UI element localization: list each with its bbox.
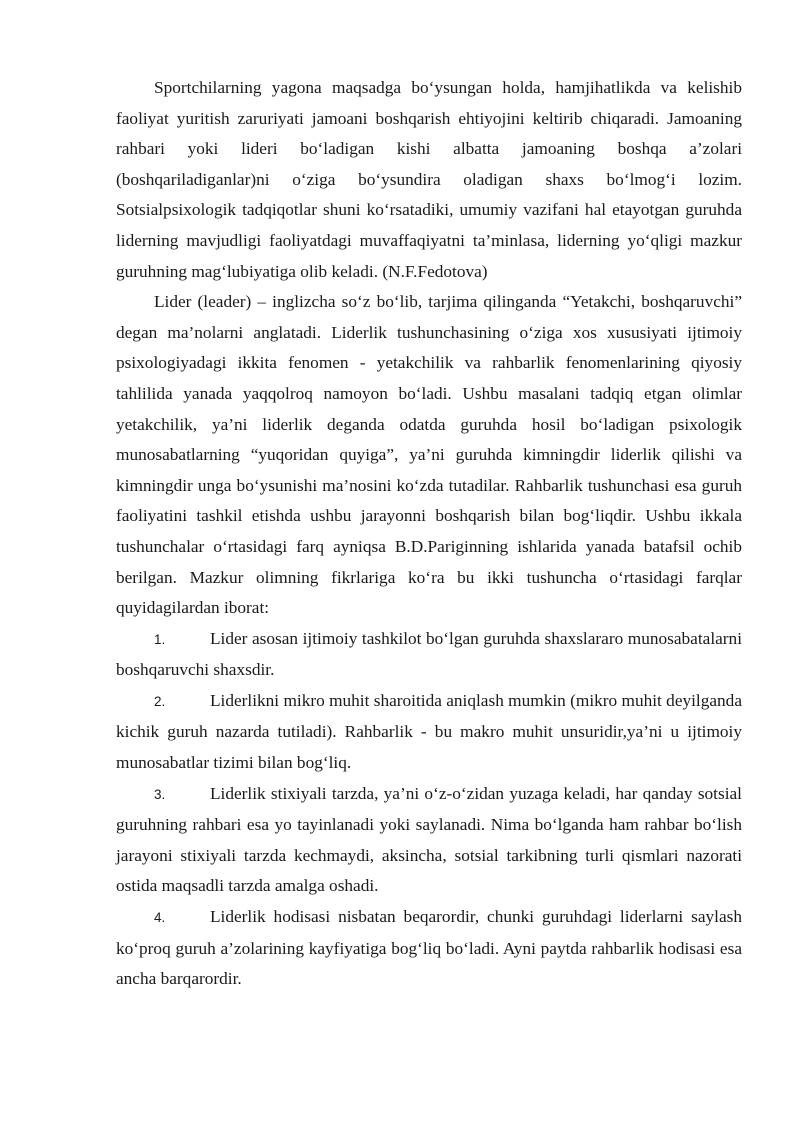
- list-item: [116, 686, 742, 779]
- document-page: [116, 73, 742, 995]
- list-item-number: 4.: [154, 910, 166, 926]
- list-item-text: Lider asosan ijtimoiy tashkilot bo‘lgan guruhda shaxslararo munosabatalarni boshqaruvchi shaxsdir.: [116, 628, 742, 680]
- list-item-number: 1.: [154, 631, 166, 647]
- list-item-text: Liderlikni mikro muhit sharoitida aniqlash mumkin (mikro muhit deyilganda kichik guruh nazarda tutiladi). Rahbarlik - bu makro muhit unsuridir,ya’ni u ijtimoiy munosabatlar tizimi bilan bog‘liq.: [116, 690, 742, 773]
- list-item: [116, 902, 742, 995]
- list-item-number: 3.: [154, 786, 166, 802]
- paragraph-intro: Sportchilarning yagona maqsadga bo‘ysungan holda, hamjihatlikda va kelishib faoliyat yuritish zaruriyati jamoani boshqarish ehtiyojini keltirib chiqaradi. Jamoaning rahbari yoki lideri bo‘ladigan kishi albatta jamoaning boshqa a’zolari (boshqariladiganlar)ni o‘ziga bo‘ysundira oladigan shaxs bo‘lmog‘i lozim. Sotsialpsixologik tadqiqotlar shuni ko‘rsatadiki, umumiy vazifani hal etayotgan guruhda liderning mavjudligi faoliyatdagi muvaffaqiyatni ta’minlasa, liderning yo‘qligi mazkur guruhning mag‘lubiyatiga olib keladi. (N.F.Fedotova): [116, 78, 742, 281]
- list-item-number: 2.: [154, 693, 166, 709]
- list-item-text: Liderlik hodisasi nisbatan beqarordir, chunki guruhdagi liderlarni saylash ko‘proq guruh a’zolarining kayfiyatiga bog‘liq bo‘ladi. Ayni paytda rahbarlik hodisasi esa ancha barqarordir.: [116, 907, 742, 989]
- paragraph-leader-definition: Lider (leader) – inglizcha so‘z bo‘lib, tarjima qilinganda “Yetakchi, boshqaruvchi” degan ma’nolarni anglatadi. Liderlik tushunchasining o‘ziga xos xususiyati ijtimoiy psixologiyadagi ikkita fenomen - yetakchilik va rahbarlik fenomenlarining qiyosiy tahlilida yanada yaqqolroq namoyon bo‘ladi. Ushbu masalani tadqiq etgan olimlar yetakchilik, ya’ni liderlik deganda odatda guruhda hosil bo‘ladigan psixologik munosabatlarning “yuqoridan quyiga”, ya’ni guruhda kimningdir liderlik qilishi va kimningdir unga bo‘ysunishi ma’nosini ko‘zda tutadilar. Rahbarlik tushunchasi esa guruh faoliyatini tashkil etishda ushbu jarayonni boshqarish bilan bog‘liqdir. Ushbu ikkala tushunchalar o‘rtasidagi farq ayniqsa B.D.Pariginning ishlarida yanada batafsil ochib berilgan. Mazkur olimning fikrlariga ko‘ra bu ikki tushuncha o‘rtasidagi farqlar quyidagilardan iborat:: [116, 292, 742, 618]
- list-item-text: Liderlik stixiyali tarzda, ya’ni o‘z-o‘zidan yuzaga keladi, har qanday sotsial guruhning rahbari esa yo tayinlanadi yoki saylanadi. Nima bo‘lganda ham rahbar bo‘lish jarayoni stixiyali tarzda kechmaydi, aksincha, sotsial tarkibning turli qismlari nazorati ostida maqsadli tarzda amalga oshadi.: [116, 783, 742, 896]
- differences-list: [116, 624, 742, 995]
- list-item: [116, 624, 742, 686]
- list-item: [116, 779, 742, 902]
